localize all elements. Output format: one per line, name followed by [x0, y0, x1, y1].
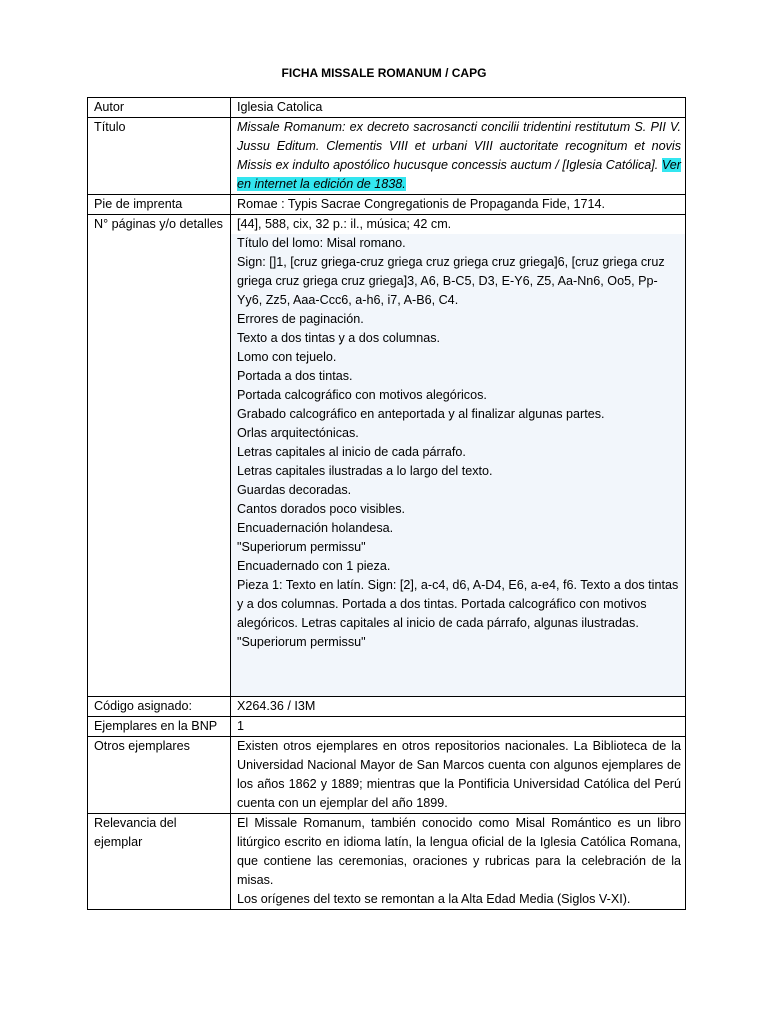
document-title: FICHA MISSALE ROMANUM / CAPG — [281, 66, 487, 80]
row-label-pie: Pie de imprenta — [88, 195, 231, 215]
table-row-relevancia — [88, 814, 686, 910]
relevancia-paragraph: Los orígenes del texto se remontan a la Alta Edad Media (Siglos V-XI). — [237, 892, 631, 906]
detail-line: "Superiorum permissu" — [237, 540, 366, 554]
relevancia-paragraph: El Missale Romanum, también conocido como Misal Romántico es un libro litúrgico escrito en idioma latín, la lengua oficial de la Iglesia Católica Romana, que contiene las ceremonias, oraciones y rubricas para la celebración de la misas. — [237, 816, 681, 887]
table-row-titulo — [88, 118, 686, 195]
detail-line: Portada a dos tintas. — [237, 369, 353, 383]
row-label-relevancia: Relevancia del ejemplar — [88, 814, 231, 910]
detail-line: Portada calcográfico con motivos alegóricos. — [237, 388, 487, 402]
row-label-ejemplares: Ejemplares en la BNP — [88, 717, 231, 737]
row-label-titulo: Título — [88, 118, 231, 195]
detail-line: Errores de paginación. — [237, 312, 364, 326]
detail-line: Cantos dorados poco visibles. — [237, 502, 406, 516]
row-value-autor: Iglesia Catolica — [231, 98, 686, 118]
paginas-details — [231, 234, 685, 696]
detail-line: Letras capitales ilustradas a lo largo del texto. — [237, 464, 493, 478]
paginas-first-line: [44], 588, cix, 32 p.: il., música; 42 cm. — [237, 217, 452, 231]
detail-line: Encuadernación holandesa. — [237, 521, 394, 535]
detail-line: Texto a dos tintas y a dos columnas. — [237, 331, 441, 345]
detail-line: Pieza 1: Texto en latín. Sign: [2], a-c4, d6, A-D4, E6, a-e4, f6. Texto a dos tintas y a dos columnas. Portada a dos tintas. Portada calcográfico con motivos alegóricos. Letras capitales al inicio de cada párrafo, algunas ilustradas. "Superiorum permissu" — [237, 578, 679, 649]
table-row-autor — [88, 98, 686, 118]
row-value-pie: Romae : Typis Sacrae Congregationis de Propaganda Fide, 1714. — [231, 195, 686, 215]
row-value-relevancia — [231, 814, 686, 910]
row-value-codigo: X264.36 / I3M — [231, 697, 686, 717]
titulo-text: Missale Romanum: ex decreto sacrosancti concilii tridentini restitutum S. PII V. Jussu Editum. Clementis VIII et urbani VIII auctoritate recognitum et novis Missis ex indulto apostólico hucusque concessis auctum / [Iglesia Católica]. — [237, 120, 681, 172]
row-label-paginas: N° páginas y/o detalles — [88, 215, 231, 697]
table-row-pie — [88, 195, 686, 215]
detail-line: Título del lomo: Misal romano. — [237, 236, 406, 250]
record-table — [87, 97, 686, 910]
detail-line: Lomo con tejuelo. — [237, 350, 337, 364]
table-row-codigo — [88, 697, 686, 717]
table-row-otros — [88, 737, 686, 814]
detail-line: Sign: []1, [cruz griega-cruz griega cruz griega cruz griega]6, [cruz griega cruz griega cruz griega cruz griega]3, A6, B-C5, D3, E-Y6, Z5, Aa-Nn6, Oo5, Pp-Yy6, Zz5, Aaa-Ccc6, a-h6, i7, A-B6, C4. — [237, 255, 665, 307]
row-value-paginas — [231, 215, 686, 697]
detail-line: Encuadernado con 1 pieza. — [237, 559, 391, 573]
row-value-otros: Existen otros ejemplares en otros repositorios nacionales. La Biblioteca de la Universidad Nacional Mayor de San Marcos cuenta con algunos ejemplares de los años 1862 y 1889; mientras que la Pontificia Universidad Católica del Perú cuenta con un ejemplar del año 1899. — [231, 737, 686, 814]
table-row-ejemplares — [88, 717, 686, 737]
row-label-otros: Otros ejemplares — [88, 737, 231, 814]
detail-line: Guardas decoradas. — [237, 483, 352, 497]
detail-line: Grabado calcográfico en anteportada y al finalizar algunas partes. — [237, 407, 605, 421]
detail-line: Letras capitales al inicio de cada párrafo. — [237, 445, 466, 459]
detail-line: Orlas arquitectónicas. — [237, 426, 359, 440]
row-value-ejemplares: 1 — [231, 717, 686, 737]
online-edition-link[interactable]: Ver en internet la edición de 1838. — [237, 158, 682, 191]
table-row-paginas — [88, 215, 686, 697]
row-label-codigo: Código asignado: — [88, 697, 231, 717]
row-label-autor: Autor — [88, 98, 231, 118]
row-value-titulo — [231, 118, 686, 195]
